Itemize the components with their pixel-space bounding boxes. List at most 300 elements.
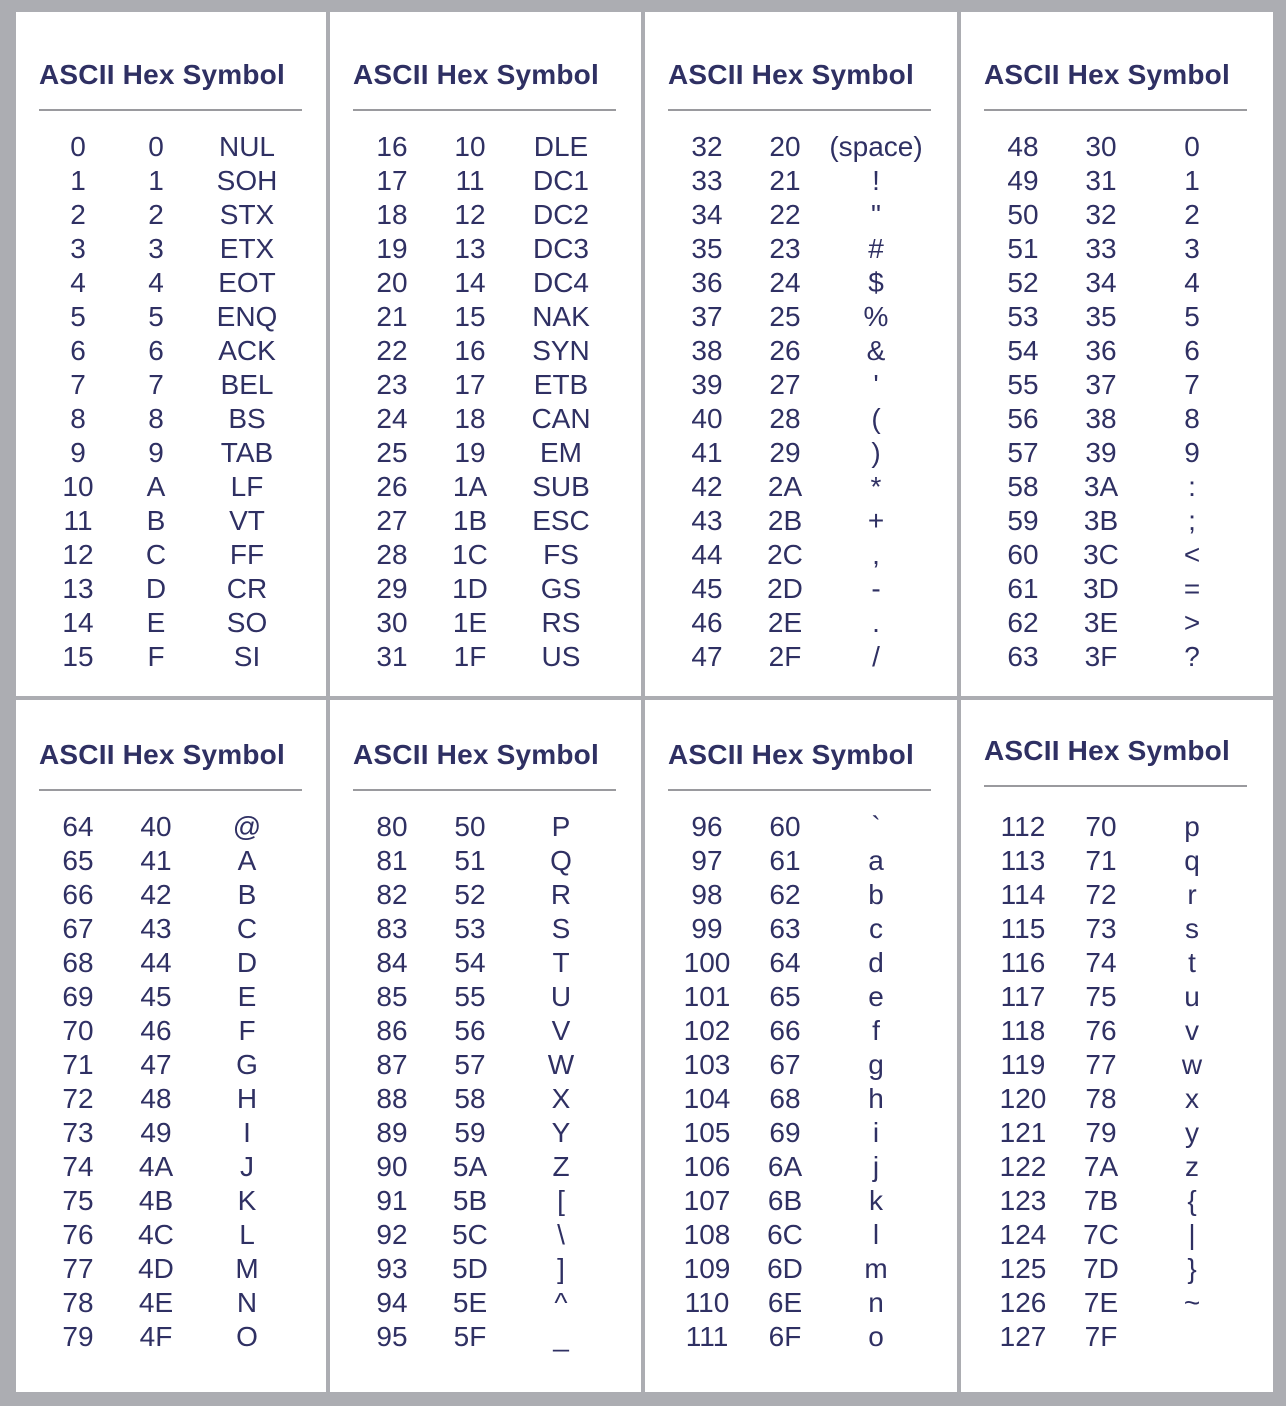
hex-cell: 33 (1085, 233, 1117, 264)
ascii-decimal-cell: 70 (62, 1015, 94, 1046)
table-row (16, 1048, 326, 1082)
table-row (330, 980, 641, 1014)
symbol-cell: d (868, 947, 884, 978)
column-header: ASCII Hex Symbol (353, 59, 599, 90)
symbol-cell: O (236, 1321, 258, 1352)
hex-cell: 34 (1085, 267, 1117, 298)
table-row (961, 572, 1273, 606)
symbol-cell: DC1 (532, 165, 589, 196)
ascii-decimal-cell: 9 (70, 437, 86, 468)
table-row (961, 1048, 1273, 1082)
hex-cell: 5D (452, 1253, 488, 1284)
hex-cell: 2F (768, 641, 802, 672)
ascii-decimal-cell: 57 (1007, 437, 1039, 468)
ascii-decimal-cell: 66 (62, 879, 94, 910)
table-row (330, 266, 641, 300)
hex-cell: 5 (148, 301, 164, 332)
ascii-decimal-cell: 115 (1000, 913, 1046, 944)
table-row (961, 980, 1273, 1014)
table-row (330, 538, 641, 572)
symbol-cell: E (237, 981, 257, 1012)
ascii-decimal-cell: 11 (63, 505, 93, 536)
hex-cell: 49 (140, 1117, 172, 1148)
ascii-decimal-cell: 12 (62, 539, 94, 570)
ascii-decimal-cell: 39 (691, 369, 723, 400)
table-row (16, 470, 326, 504)
hex-cell: 6F (768, 1321, 802, 1352)
ascii-decimal-cell: 20 (376, 267, 408, 298)
ascii-decimal-cell: 17 (376, 165, 408, 196)
ascii-decimal-cell: 118 (1000, 1015, 1046, 1046)
ascii-decimal-cell: 79 (62, 1321, 94, 1352)
table-row (961, 266, 1273, 300)
hex-cell: 3A (1083, 471, 1119, 502)
table-row (645, 640, 957, 674)
symbol-cell: f (872, 1015, 880, 1046)
symbol-cell: U (550, 981, 572, 1012)
table-row (16, 130, 326, 164)
hex-cell: 41 (140, 845, 172, 876)
hex-cell: 69 (769, 1117, 801, 1148)
table-row (330, 1082, 641, 1116)
hex-cell: 77 (1085, 1049, 1117, 1080)
ascii-decimal-cell: 113 (1000, 845, 1046, 876)
ascii-decimal-cell: 4 (70, 267, 86, 298)
table-row (16, 1014, 326, 1048)
table-row (645, 368, 957, 402)
ascii-decimal-cell: 42 (691, 471, 723, 502)
ascii-decimal-cell: 49 (1007, 165, 1039, 196)
hex-cell: 4A (138, 1151, 174, 1182)
symbol-cell: 9 (1184, 437, 1200, 468)
hex-cell: 29 (769, 437, 801, 468)
hex-cell: 19 (454, 437, 486, 468)
ascii-decimal-cell: 37 (691, 301, 723, 332)
ascii-decimal-cell: 108 (683, 1219, 731, 1250)
ascii-decimal-cell: 94 (376, 1287, 408, 1318)
hex-cell: 4 (148, 267, 164, 298)
symbol-cell: b (868, 879, 884, 910)
symbol-cell: G (236, 1049, 258, 1080)
table-row (961, 912, 1273, 946)
table-row (16, 538, 326, 572)
column-header: ASCII Hex Symbol (668, 59, 914, 90)
table-row (645, 504, 957, 538)
ascii-rows (330, 810, 641, 1354)
symbol-cell: x (1185, 1083, 1199, 1114)
hex-cell: 72 (1085, 879, 1117, 910)
hex-cell: 3D (1083, 573, 1119, 604)
table-row (961, 164, 1273, 198)
hex-cell: 5F (453, 1321, 487, 1352)
symbol-cell: ` (871, 811, 881, 842)
symbol-cell: 3 (1184, 233, 1200, 264)
symbol-cell: { (1187, 1185, 1197, 1216)
hex-cell: 45 (140, 981, 172, 1012)
symbol-cell: B (237, 879, 257, 910)
header-divider (984, 109, 1247, 111)
ascii-decimal-cell: 68 (62, 947, 94, 978)
hex-cell: 32 (1085, 199, 1117, 230)
table-row (330, 300, 641, 334)
symbol-cell: g (868, 1049, 884, 1080)
hex-cell: 30 (1085, 131, 1117, 162)
ascii-decimal-cell: 55 (1007, 369, 1039, 400)
ascii-panel-0-15 (16, 12, 326, 696)
table-row (330, 946, 641, 980)
hex-cell: 23 (769, 233, 801, 264)
table-row (16, 606, 326, 640)
table-row (330, 810, 641, 844)
symbol-cell: [ (557, 1185, 565, 1216)
table-row (330, 436, 641, 470)
ascii-decimal-cell: 111 (685, 1321, 729, 1352)
hex-cell: C (145, 539, 167, 570)
hex-cell: E (146, 607, 166, 638)
symbol-cell: \ (557, 1219, 565, 1250)
symbol-cell: SOH (216, 165, 278, 196)
column-header: ASCII Hex Symbol (984, 735, 1230, 766)
table-row (330, 232, 641, 266)
table-row (645, 300, 957, 334)
hex-cell: 75 (1085, 981, 1117, 1012)
table-row (645, 810, 957, 844)
symbol-cell: v (1185, 1015, 1199, 1046)
table-row (16, 1150, 326, 1184)
table-row (16, 164, 326, 198)
hex-cell: 59 (454, 1117, 486, 1148)
ascii-decimal-cell: 64 (62, 811, 94, 842)
hex-cell: 73 (1085, 913, 1117, 944)
ascii-decimal-cell: 65 (62, 845, 94, 876)
hex-cell: 6E (767, 1287, 803, 1318)
ascii-decimal-cell: 40 (691, 403, 723, 434)
ascii-decimal-cell: 59 (1007, 505, 1039, 536)
hex-cell: 1E (452, 607, 488, 638)
ascii-rows (961, 130, 1273, 674)
ascii-decimal-cell: 101 (683, 981, 731, 1012)
table-row (16, 878, 326, 912)
table-row (330, 334, 641, 368)
header-divider (39, 109, 302, 111)
table-row (16, 980, 326, 1014)
ascii-decimal-cell: 26 (376, 471, 408, 502)
table-row (16, 402, 326, 436)
ascii-decimal-cell: 84 (376, 947, 408, 978)
symbol-cell: ( (871, 403, 881, 434)
hex-cell: 22 (769, 199, 801, 230)
hex-cell: 9 (148, 437, 164, 468)
symbol-cell: SO (226, 607, 268, 638)
symbol-cell: BS (228, 403, 266, 434)
ascii-decimal-cell: 116 (1000, 947, 1046, 978)
ascii-decimal-cell: 22 (376, 335, 408, 366)
symbol-cell: SUB (532, 471, 590, 502)
symbol-cell: M (235, 1253, 259, 1284)
symbol-cell: ' (873, 369, 879, 400)
table-row (645, 198, 957, 232)
header-divider (668, 109, 931, 111)
hex-cell: 27 (769, 369, 801, 400)
ascii-decimal-cell: 104 (683, 1083, 731, 1114)
column-header: ASCII Hex Symbol (353, 739, 599, 770)
ascii-decimal-cell: 109 (683, 1253, 731, 1284)
table-row (645, 1320, 957, 1354)
hex-cell: 3 (148, 233, 164, 264)
ascii-decimal-cell: 99 (691, 913, 723, 944)
ascii-decimal-cell: 19 (376, 233, 408, 264)
table-row (961, 1218, 1273, 1252)
ascii-panel-80-95 (330, 700, 641, 1392)
symbol-cell: e (868, 981, 884, 1012)
symbol-cell: * (870, 471, 882, 502)
ascii-decimal-cell: 125 (999, 1253, 1047, 1284)
symbol-cell: DC4 (532, 267, 589, 298)
hex-cell: 1D (452, 573, 488, 604)
ascii-decimal-cell: 44 (691, 539, 723, 570)
hex-cell: 1C (452, 539, 488, 570)
table-row (16, 1184, 326, 1218)
symbol-cell: > (1183, 607, 1201, 638)
table-row (330, 1048, 641, 1082)
symbol-cell: N (236, 1287, 258, 1318)
hex-cell: 28 (769, 403, 801, 434)
table-row (645, 232, 957, 266)
table-row (645, 1116, 957, 1150)
ascii-decimal-cell: 15 (62, 641, 94, 672)
ascii-decimal-cell: 74 (62, 1151, 94, 1182)
table-row (961, 1014, 1273, 1048)
symbol-cell: W (547, 1049, 575, 1080)
symbol-cell: T (552, 947, 570, 978)
symbol-cell: EM (540, 437, 582, 468)
symbol-cell: D (236, 947, 258, 978)
ascii-decimal-cell: 69 (62, 981, 94, 1012)
table-row (645, 266, 957, 300)
table-row (330, 368, 641, 402)
table-row (645, 164, 957, 198)
table-row (16, 334, 326, 368)
table-row (330, 1184, 641, 1218)
hex-cell: 6A (767, 1151, 803, 1182)
ascii-decimal-cell: 51 (1007, 233, 1039, 264)
symbol-cell: ; (1188, 505, 1196, 536)
ascii-decimal-cell: 119 (1000, 1049, 1046, 1080)
ascii-decimal-cell: 124 (999, 1219, 1047, 1250)
table-row (961, 810, 1273, 844)
header-divider (353, 109, 616, 111)
symbol-cell: / (872, 641, 880, 672)
hex-cell: 31 (1085, 165, 1117, 196)
table-row (961, 946, 1273, 980)
symbol-cell: u (1184, 981, 1200, 1012)
symbol-cell: 6 (1184, 335, 1200, 366)
hex-cell: 68 (769, 1083, 801, 1114)
ascii-panel-32-47 (645, 12, 957, 696)
symbol-cell: k (869, 1185, 883, 1216)
symbol-cell: DC2 (532, 199, 589, 230)
table-row (961, 300, 1273, 334)
hex-cell: B (146, 505, 166, 536)
table-row (961, 470, 1273, 504)
hex-cell: 15 (454, 301, 486, 332)
ascii-decimal-cell: 82 (376, 879, 408, 910)
table-row (961, 1252, 1273, 1286)
symbol-cell: m (864, 1253, 888, 1284)
symbol-cell: ? (1184, 641, 1200, 672)
hex-cell: 54 (454, 947, 486, 978)
symbol-cell: - (871, 573, 881, 604)
hex-cell: 2D (767, 573, 803, 604)
ascii-decimal-cell: 62 (1007, 607, 1039, 638)
ascii-decimal-cell: 1 (70, 165, 86, 196)
ascii-decimal-cell: 117 (1000, 981, 1046, 1012)
symbol-cell: (space) (829, 131, 923, 162)
ascii-decimal-cell: 122 (999, 1151, 1047, 1182)
symbol-cell: FF (229, 539, 265, 570)
hex-cell: 2 (148, 199, 164, 230)
table-row (961, 232, 1273, 266)
ascii-decimal-cell: 10 (62, 471, 94, 502)
symbol-cell: | (1188, 1219, 1196, 1250)
hex-cell: 60 (769, 811, 801, 842)
symbol-cell: C (236, 913, 258, 944)
ascii-decimal-cell: 25 (376, 437, 408, 468)
hex-cell: 4E (138, 1287, 174, 1318)
symbol-cell: ! (872, 165, 880, 196)
table-row (961, 1320, 1273, 1354)
table-row (645, 1150, 957, 1184)
symbol-cell: % (863, 301, 889, 332)
ascii-decimal-cell: 34 (691, 199, 723, 230)
symbol-cell: ACK (218, 335, 276, 366)
symbol-cell: US (541, 641, 581, 672)
table-row (16, 266, 326, 300)
ascii-decimal-cell: 29 (376, 573, 408, 604)
symbol-cell: V (551, 1015, 571, 1046)
hex-cell: 5E (452, 1287, 488, 1318)
table-row (645, 1252, 957, 1286)
symbol-cell: SYN (532, 335, 590, 366)
hex-cell: A (146, 471, 166, 502)
symbol-cell: = (1183, 573, 1201, 604)
hex-cell: 71 (1085, 845, 1117, 876)
ascii-decimal-cell: 92 (376, 1219, 408, 1250)
table-row (16, 640, 326, 674)
table-row (645, 1286, 957, 1320)
symbol-cell: Q (550, 845, 572, 876)
hex-cell: 6D (767, 1253, 803, 1284)
symbol-cell: H (236, 1083, 258, 1114)
table-row (961, 1286, 1273, 1320)
ascii-rows (330, 130, 641, 674)
column-header: ASCII Hex Symbol (39, 739, 285, 770)
symbol-cell: L (239, 1219, 255, 1250)
ascii-decimal-cell: 6 (70, 335, 86, 366)
symbol-cell: s (1185, 913, 1199, 944)
hex-cell: 42 (140, 879, 172, 910)
table-row (330, 1150, 641, 1184)
ascii-decimal-cell: 93 (376, 1253, 408, 1284)
ascii-decimal-cell: 2 (70, 199, 86, 230)
table-row (330, 572, 641, 606)
table-row (16, 198, 326, 232)
table-row (961, 844, 1273, 878)
ascii-decimal-cell: 14 (62, 607, 94, 638)
ascii-panel-64-79 (16, 700, 326, 1392)
hex-cell: 7 (148, 369, 164, 400)
symbol-cell: ~ (1183, 1287, 1201, 1318)
ascii-rows (645, 130, 957, 674)
table-row (330, 198, 641, 232)
ascii-decimal-cell: 3 (70, 233, 86, 264)
symbol-cell: h (868, 1083, 884, 1114)
ascii-decimal-cell: 45 (691, 573, 723, 604)
ascii-decimal-cell: 73 (62, 1117, 94, 1148)
ascii-decimal-cell: 5 (70, 301, 86, 332)
hex-cell: 48 (140, 1083, 172, 1114)
table-row (645, 130, 957, 164)
column-header: ASCII Hex Symbol (668, 739, 914, 770)
ascii-decimal-cell: 85 (376, 981, 408, 1012)
hex-cell: F (147, 641, 165, 672)
hex-cell: 7E (1083, 1287, 1119, 1318)
ascii-decimal-cell: 76 (62, 1219, 94, 1250)
symbol-cell: NUL (218, 131, 275, 162)
ascii-panel-112-127 (961, 700, 1273, 1392)
ascii-decimal-cell: 7 (70, 369, 86, 400)
hex-cell: 2B (767, 505, 803, 536)
table-row (961, 1150, 1273, 1184)
table-row (961, 1184, 1273, 1218)
table-row (16, 1082, 326, 1116)
ascii-decimal-cell: 23 (376, 369, 408, 400)
ascii-rows (961, 810, 1273, 1354)
table-row (330, 1218, 641, 1252)
hex-cell: 3B (1083, 505, 1119, 536)
symbol-cell: VT (229, 505, 265, 536)
hex-cell: 4F (139, 1321, 173, 1352)
hex-cell: 4D (138, 1253, 174, 1284)
table-row (961, 878, 1273, 912)
table-row (330, 1252, 641, 1286)
hex-cell: 18 (454, 403, 486, 434)
table-row (330, 912, 641, 946)
table-row (330, 1014, 641, 1048)
symbol-cell: Z (552, 1151, 570, 1182)
symbol-cell: z (1185, 1151, 1199, 1182)
table-row (645, 572, 957, 606)
hex-cell: 6C (767, 1219, 803, 1250)
hex-cell: 40 (140, 811, 172, 842)
hex-cell: 10 (454, 131, 486, 162)
ascii-decimal-cell: 121 (999, 1117, 1047, 1148)
symbol-cell: r (1187, 879, 1197, 910)
symbol-cell: 5 (1184, 301, 1200, 332)
ascii-decimal-cell: 103 (683, 1049, 731, 1080)
table-row (645, 1218, 957, 1252)
ascii-decimal-cell: 33 (691, 165, 723, 196)
hex-cell: 7F (1084, 1321, 1118, 1352)
hex-cell: 37 (1085, 369, 1117, 400)
hex-cell: 16 (454, 335, 486, 366)
hex-cell: 56 (454, 1015, 486, 1046)
symbol-cell: FS (543, 539, 579, 570)
ascii-decimal-cell: 120 (999, 1083, 1047, 1114)
hex-cell: 66 (769, 1015, 801, 1046)
symbol-cell: 0 (1184, 131, 1200, 162)
hex-cell: 25 (769, 301, 801, 332)
